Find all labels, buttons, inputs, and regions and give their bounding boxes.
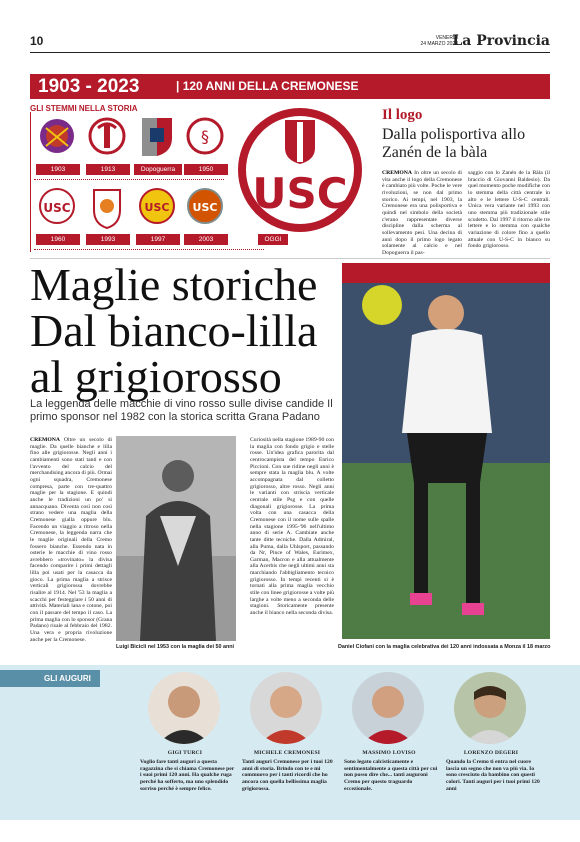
- crest-year-label: 1950: [184, 164, 228, 175]
- caption-daniel-ciofani: Daniel Ciofani con la maglia celebrativa dei 120 anni indossata a Monza il 18 marzo: [338, 644, 551, 650]
- issue-date-text: 24 MARZO 2023: [420, 41, 458, 47]
- logo-headline: Dalla polisportiva allo Zanén de la bàla: [382, 126, 526, 161]
- crest-1950-icon: [186, 116, 224, 160]
- logo-body-col2: saggio con lo Zanén de la Bàla (il braccio di Giovanni Baldesio). Da quel momento poche modifiche con lo stemma della città centrale in alto e le lettere U-S-C centrali. Unica vera variante nel 1993 con uno stemma più tradizionale stile scudetto. Dal 1997 il ritorno alle tre lettere e lo stemma con qualche variazione di colore fino a quello attuale con U-S-C in bianco su fondo grigiorosso.: [468, 170, 550, 250]
- crest-year-label: 2003: [184, 234, 228, 245]
- svg-text:USC: USC: [192, 201, 218, 214]
- crests-section-title: GLI STEMMI NELLA STORIA: [30, 104, 138, 113]
- main-deck: La leggenda delle macchie di vino rosso sulle divise candide Il primo sponsor nel 1982 con la storica scritta Grana Padano: [30, 398, 333, 423]
- auguri-quote: Voglio fare tanti auguri a questa ragazzina che si chiama Cremonese per i suoi primi 120 anni. Ha qualche ruga perché ha sofferto, ma uno splendido sorriso perché è sempre felice.: [140, 759, 235, 792]
- avatar-lorenzo-degeri: [454, 672, 526, 744]
- auguri-title: GLI AUGURI: [0, 670, 100, 687]
- avatar-massimo-loviso: [352, 672, 424, 744]
- auguri-quote: Tanti auguri Cremonese per i tuoi 120 anni di storia. Brindo con te e mi commuovo per i tanti ricordi che ho ancora con quella bellissima maglia grigiorossa.: [242, 759, 333, 792]
- auguri-name: MASSIMO LOVISO: [362, 750, 416, 756]
- issue-day: VENERDÌ: [435, 35, 458, 41]
- crest-year-label: Dopoguerra: [134, 164, 182, 175]
- caption-luigi-bicicli: Luigi Bicicli nel 1953 con la maglia dei 50 anni: [116, 644, 235, 650]
- svg-text:USC: USC: [144, 201, 170, 214]
- photo-luigi-bicicli: [116, 436, 236, 641]
- logo-dateline: CREMONA: [382, 170, 413, 176]
- auguri-name: GIGI TURCI: [167, 750, 203, 756]
- main-body-col2: Curiosità nella stagione 1989-90 con la maglia con fondo grigio e stelle rosse. Un'idea grafica parorita dal centrocampista del tempo Enrico Piccioni. Con sue ridine negli anni è sempre stata la maglia blu. A volte accompagnata dal colletto grigiorosso, altre rosso. Negli anni le varianti con striscia verticale centrale stile Psg e con quelle diagonali grigiorosse. La prima volta con una casacca della Cremonese con il nome sulle spalle nella stagione 1995-'96 nell'ultimo anno di serie A. Cambiate anche tante ditte tecniche. Dalla Admiral, alla Puma, dalla Uhlsport, passando da Nr, Pince of Wales, Eurimex, Garman, Macron e alla attualmente alla Acerbis che negli ultimi anni sta marchiando l'abbigliamento tecnico grigiorosso. In tempi recenti si è tornati alla prima maglia vecchio stile con linee grigiorosse a volte più larghe a volte meno a seconda delle stagioni. Storicamente presente anche il bianco nella seconda divisa.: [250, 437, 334, 617]
- crest-1993-icon: [88, 186, 126, 230]
- anniversary-band: [30, 74, 550, 99]
- auguri-name: LORENZO DEGERI: [463, 750, 519, 756]
- crest-year-label: 1997: [136, 234, 180, 245]
- crest-1960-icon: [38, 186, 76, 230]
- main-dateline: CREMONA: [30, 437, 61, 443]
- logo-body-text-1: In oltre un secolo di vita anche il logo della Cremonese è cambiato più volte. Poche le vere rivoluzioni, se non dal primo storico. Ai tempi, nel 1903, la Cremonese era una polisportiva e quindi nel simbolo della società c'erano rappresentate diverse discipline dalla scherma al sollevamento pesi. Una decina di anni dopo il primo logo legato solamente al calcio e nel Dopoguerra il pas-: [382, 170, 463, 256]
- crest-1997-icon: [138, 186, 176, 230]
- newspaper-logo: La Provincia: [452, 33, 550, 49]
- timeline-dots: [34, 249, 264, 250]
- current-crest-letters: USC: [252, 169, 348, 218]
- crest-2003-icon: [186, 186, 224, 230]
- auguri-quote: Quando la Cremo ti entra nel cuore lascia un segno che non va più via. Io sono cresciuto da bambino con questi colori. Tanti auguri per i tuoi primi 120 anni: [446, 759, 540, 792]
- crest-year-label: 1903: [36, 164, 80, 175]
- crest-year-label: 1993: [86, 234, 130, 245]
- header-rule: [30, 52, 550, 53]
- main-body-text-1: Oltre un secolo di maglie. Da quelle bianche e lilla fino alle grigiorosse. Negli anni i cambiamenti sono stati tanti e con l'avvento del calcio del merchandising ancora di più. Ormai ogni squadra, Cremonese compresa, parte con tre-quattro maglie per la stagione. E quindi anche le tradizioni un po' si annacquano. Diventa così non così strano vedere una maglia della Cremonese gialla oppure blu. Facendo un viaggio a ritroso nella Cremonese, la leggenda narra che le maglie originali della Cremo fossero bianche. Essendo nata in osterie le macchie di vino rosso avrebbero «trovinato» la divisa facendo comparire i primi dettagli lilla poi usati per la casacca da gioco. La prima maglia a strisce verticali grigiorossa dovrebbe risalire al 1914. Nel '53 la maglia a scacchi per festeggiare i 50 anni di attività. Materiali lana e cotone, poi con il passare del tempo il caso. La prima maglia con lo sponsor (Grana Padano) risale al febbraio del 1982. Una vera e propria rivoluzione anche per la Cremonese.: [30, 437, 113, 643]
- main-title: Maglie storiche Dal bianco-lilla al grigiorosso: [30, 259, 318, 402]
- auguri-name: MICHELE CREMONESI: [253, 750, 321, 756]
- avatar-gigi-turci: [148, 672, 220, 744]
- svg-text:§: §: [201, 127, 209, 146]
- crests-bracket: [30, 112, 35, 252]
- band-years: 1903 - 2023: [38, 76, 140, 97]
- main-body-col1: [30, 437, 112, 643]
- logo-body-col1: [382, 170, 462, 257]
- crest-dopoguerra-icon: [138, 114, 176, 158]
- avatar-michele-cremonesi: [250, 672, 322, 744]
- photo-daniel-ciofani: [342, 263, 550, 639]
- crest-1913-icon: [88, 116, 126, 160]
- page-number: 10: [30, 34, 44, 48]
- crest-1903-icon: [38, 116, 76, 160]
- crest-year-label: 1913: [86, 164, 130, 175]
- auguri-quote: Sono legato calcisticamente e sentimentalmente a questa città per cui non posso dire che... tanti auguroni Cremo per questo traguardo eccezionale.: [344, 759, 438, 792]
- timeline-dots: [34, 179, 224, 180]
- current-crest-icon: [225, 108, 375, 238]
- today-label: OGGI: [258, 234, 288, 245]
- crest-year-label: 1960: [36, 234, 80, 245]
- svg-text:USC: USC: [43, 201, 71, 215]
- band-subtitle: | 120 ANNI DELLA CREMONESE: [176, 79, 359, 93]
- logo-kicker: Il logo: [382, 107, 423, 123]
